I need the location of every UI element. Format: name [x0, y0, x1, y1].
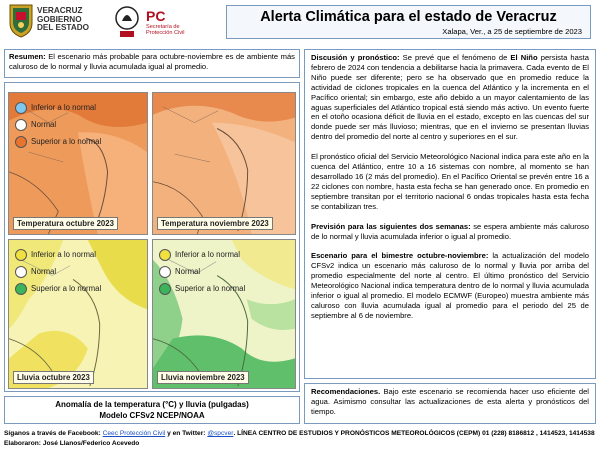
legend-label: Normal	[175, 267, 201, 276]
veracruz-government-logo	[8, 3, 98, 43]
map-rain-october	[8, 239, 148, 389]
bimester-label: Escenario para el bimestre octubre-noviembre:	[311, 251, 489, 261]
pc-logo-text: PC	[146, 8, 166, 24]
legend-item-above	[159, 280, 245, 297]
legend-label: Normal	[31, 120, 57, 129]
legend-item-normal	[159, 263, 245, 280]
map-temperature-october	[8, 92, 148, 235]
temperature-november-map-graphic	[153, 93, 295, 234]
map-label: Lluvia octubre 2023	[13, 371, 94, 384]
legend-dot-icon	[15, 266, 27, 278]
veracruz-logo-line-2: GOBIERNO	[37, 14, 82, 24]
legend-dot-icon	[15, 136, 27, 148]
legend-label: Inferior a lo normal	[31, 103, 97, 112]
legend-dot-icon	[159, 283, 171, 295]
summary-box	[4, 49, 300, 78]
el-nino-bold: El Niño	[510, 53, 538, 62]
discussion-label: Discusión y pronóstico:	[311, 53, 400, 62]
legend-item-normal	[15, 263, 101, 280]
map-legend	[15, 99, 101, 150]
discussion-paragraph-1	[311, 53, 589, 142]
legend-dot-icon	[15, 249, 27, 261]
legend-item-above	[15, 133, 101, 150]
discussion-text-b: persista hasta febrero de 2024 con tendencia a debilitarse hacia la primavera. Cada evento de El Niño puede ser diferente; pero se ha observado que en promedio reduce la actividad de ciclones tropicales en la cuenca del Atlántico y la incrementa en el Pacífico oriental; sin embargo, este año debido a un mayor calentamiento de las aguas superficiales del Atlántico tropical está siendo más activo. Un evento fuerte en el otoño ocasiona déficit de lluvia en el estado, excepto en las cuencas del sur donde puede ser más lluvioso; mientras, que en el invierno se presentan lluvias dentro del promedio del norte al centro y superiores en el sur.	[311, 53, 589, 142]
footer-elaborated	[4, 439, 596, 449]
veracruz-logo-line-1: VERACRUZ	[37, 6, 83, 15]
veracruz-logo-line-3: DEL ESTADO	[37, 23, 90, 33]
recommendations-text: Bajo este escenario se recomienda hacer uso eficiente del agua. Asimismo consultar las actualizaciones de esta alerta y pronósticos del tiempo.	[311, 387, 589, 416]
legend-label: Superior a lo normal	[31, 137, 102, 146]
legend-item-normal	[15, 116, 101, 133]
discussion-paragraph-2: El pronóstico oficial del Servicio Meteorológico Nacional indica para este año en la cuenca del Atlántico, entre 10 a 16 sistemas con nombre, al momento se han desarrollado 16 (2 más del promedio). En el Pacífico Oriental se prevén entre 16 a 22 ciclones con nombre, hasta esta fecha se han generado once. En promedio en septiembre transitan por el territorio nacional 6 ondas tropicales hasta esta fecha se contabilizan tres.	[311, 152, 589, 211]
national-seal-icon	[114, 3, 140, 39]
discussion-paragraph-4	[311, 251, 589, 320]
footer	[4, 429, 596, 448]
map-label: Temperatura noviembre 2023	[157, 217, 273, 230]
legend-dot-icon	[159, 249, 171, 261]
facebook-link[interactable]: Ceec Protección Civil	[102, 430, 166, 437]
discussion-paragraph-3	[311, 222, 589, 242]
footer-suffix: . LÍNEA CENTRO DE ESTUDIOS Y PRONÓSTICOS METEOROLÓGICOS (CEPM) 01 (228) 8186812 , 1414523, 1414538	[233, 430, 595, 437]
legend-dot-icon	[15, 119, 27, 131]
title-box	[226, 5, 591, 39]
legend-item-below	[15, 99, 101, 116]
summary-text: El escenario más probable para octubre-noviembre es de ambiente más caluroso de lo normal y lluvia acumulada igual al promedio.	[9, 52, 295, 71]
legend-label: Superior a lo normal	[31, 284, 102, 293]
location-date: Xalapa, Ver., a 25 de septiembre de 2023	[442, 27, 582, 36]
discussion-box	[304, 49, 596, 379]
discussion-text-a: Se prevé que el fenómeno de	[402, 53, 508, 62]
header	[0, 0, 600, 44]
legend-label: Inferior a lo normal	[175, 250, 241, 259]
forecast-maps-panel	[4, 82, 300, 392]
recommendations-label: Recomendaciones.	[311, 387, 381, 396]
pc-logo-subtext-1: Secretaría de	[146, 24, 180, 30]
map-rain-november	[152, 239, 296, 389]
page-title: Alerta Climática para el estado de Veracruz	[260, 9, 557, 25]
footer-prefix: Síganos a través de Facebook:	[4, 430, 101, 437]
bimester-text: la actualización del modelo CFSv2 indica un escenario más caluroso de lo normal y lluvia por arriba del promedio especialmente del norte al centro. El último pronóstico del Servicio Meteorológico Nacional indica temperatura dentro de lo normal y lluvia acumulada inferior o igual al promedio. El modelo ECMWF (Europeo) muestra ambiente más caluroso con lluvia acumulada igual al promedio para el periodo del 25 de septiembre al 6 de noviembre.	[311, 251, 589, 320]
caption-line-1: Anomalía de la temperatura (°C) y lluvia (pulgadas)	[55, 400, 249, 409]
legend-label: Superior a lo normal	[175, 284, 246, 293]
legend-label: Normal	[31, 267, 57, 276]
legend-item-below	[159, 246, 245, 263]
map-label: Temperatura octubre 2023	[13, 217, 118, 230]
legend-dot-icon	[159, 266, 171, 278]
two-weeks-text: se espera ambiente más caluroso de lo normal y lluvia acumulada inferior o igual al promedio.	[311, 221, 589, 241]
caption-line-2: Modelo CFSv2 NCEP/NOAA	[99, 410, 205, 420]
veracruz-shield-icon	[8, 3, 34, 39]
pc-logo-subtext-2: Protección Civil	[146, 30, 185, 36]
legend-label: Inferior a lo normal	[31, 250, 97, 259]
legend-item-above	[15, 280, 101, 297]
twitter-link[interactable]: @spcver	[207, 430, 234, 437]
footer-twitter-prefix: y en Twitter:	[167, 430, 206, 437]
map-label: Lluvia noviembre 2023	[157, 371, 249, 384]
summary-label: Resumen:	[9, 52, 46, 61]
legend-dot-icon	[15, 102, 27, 114]
legend-item-below	[15, 246, 101, 263]
maps-caption	[4, 396, 300, 424]
footer-contact-line	[4, 429, 596, 439]
map-legend	[159, 246, 245, 297]
map-legend	[15, 246, 101, 297]
proteccion-civil-logo	[114, 3, 204, 43]
recommendations-box	[304, 383, 596, 424]
two-weeks-label: Previsión para las siguientes dos semanas:	[311, 221, 471, 231]
map-temperature-november	[152, 92, 296, 235]
legend-dot-icon	[15, 283, 27, 295]
footer-authors: Elaboraron: José Llanos/Federico Acevedo	[4, 439, 140, 447]
